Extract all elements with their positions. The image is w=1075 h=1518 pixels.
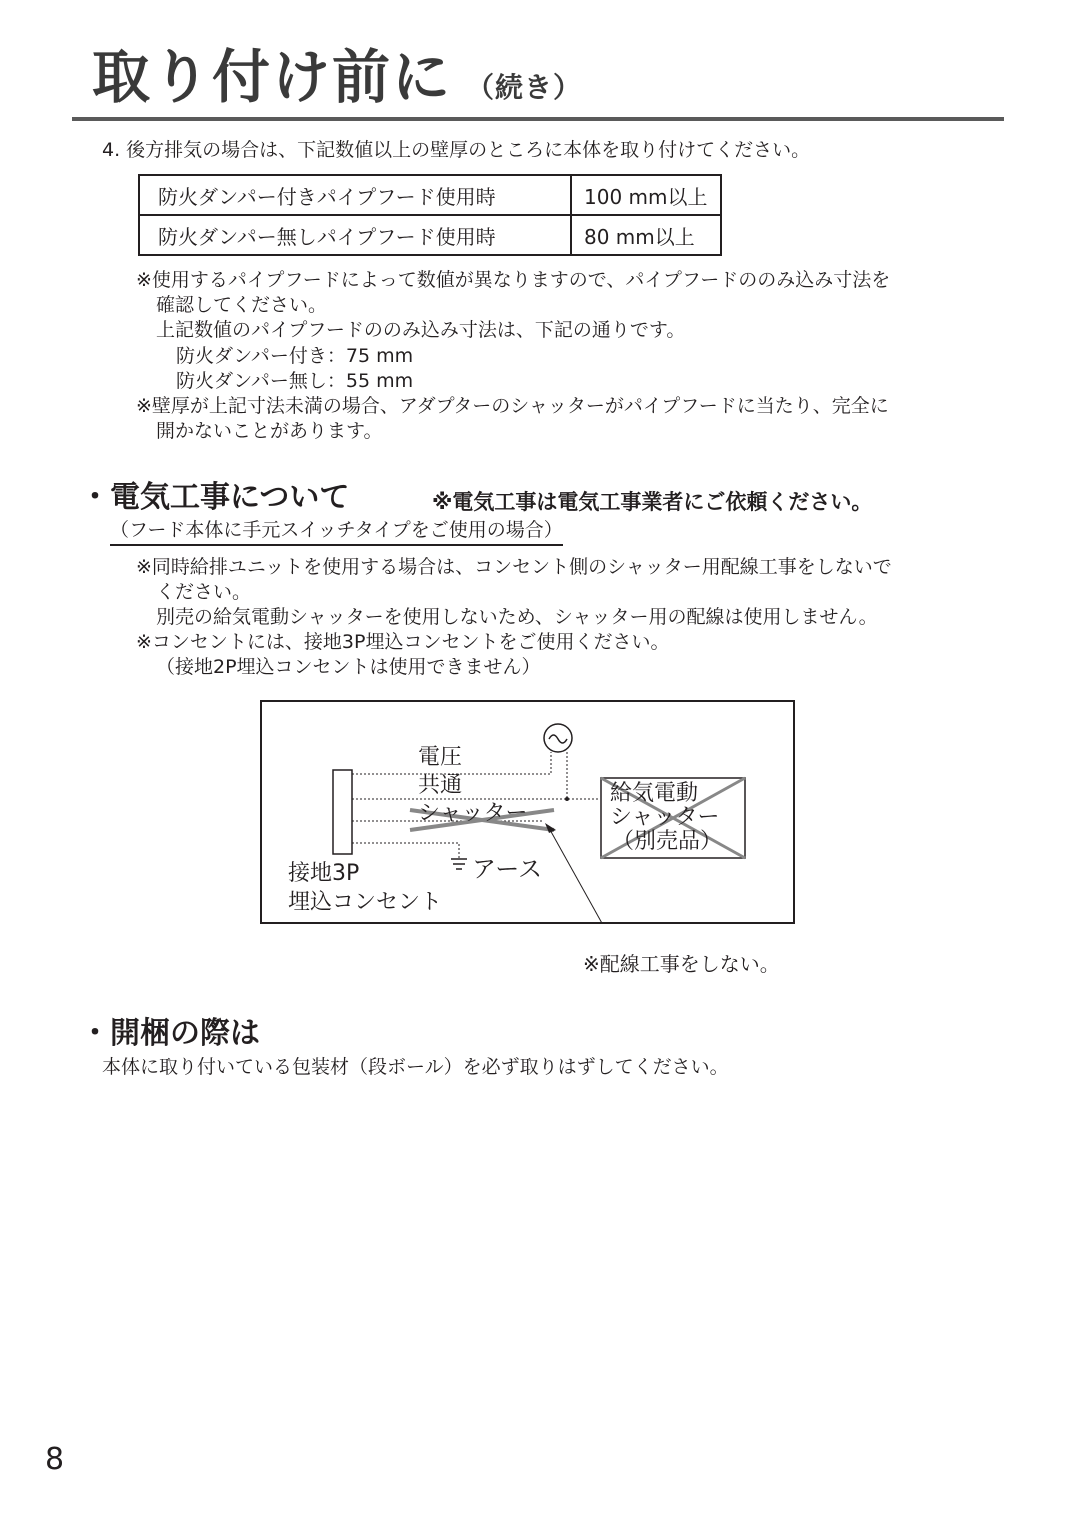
table-cell-label: 防火ダンパー付きパイプフード使用時: [139, 175, 571, 215]
title-rule: [72, 117, 1004, 121]
outlet-label-line1: 接地3P: [288, 861, 360, 886]
table-cell-label: 防火ダンパー無しパイプフード使用時: [139, 215, 571, 255]
note-line: ※壁厚が上記寸法未満の場合、アダプターのシャッターがパイプフードに当たり、完全に: [136, 395, 889, 417]
outlet-bar: [333, 770, 352, 854]
earth-wire: [352, 843, 459, 858]
box-label-line3: （別売品）: [612, 829, 723, 854]
table-row: [139, 175, 721, 215]
page-number: 8: [45, 1442, 65, 1477]
note-line: 確認してください。: [156, 294, 328, 316]
note-line: ※コンセントには、接地3P埋込コンセントをご使用ください。: [136, 631, 670, 653]
earth-label: アース: [472, 855, 543, 883]
title-sub: （続き）: [466, 71, 583, 104]
voltage-label: 電圧: [418, 745, 463, 770]
title-main: 取り付け前に: [92, 43, 453, 111]
shutter-label: シャッター: [418, 801, 528, 826]
note-line: ※同時給排ユニットを使用する場合は、コンセント側のシャッター用配線工事をしないで: [136, 556, 892, 578]
table-cell-value: 100 mm以上: [571, 175, 721, 215]
box-label-line1: 給気電動: [610, 781, 699, 806]
note-line: 別売の給気電動シャッターを使用しないため、シャッター用の配線は使用しません。: [156, 606, 878, 628]
note-line: 防火ダンパー付き：75 mm: [176, 345, 414, 367]
note-line: （接地2P埋込コンセントは使用できません）: [156, 656, 541, 678]
page-title: [92, 42, 582, 123]
note-line: ください。: [156, 581, 252, 603]
note-line: 防火ダンパー無し：55 mm: [176, 370, 414, 392]
wiring-diagram: [260, 700, 795, 924]
unpacking-heading: ・開梱の際は: [80, 1016, 260, 1051]
outlet-label-line2: 埋込コンセント: [288, 890, 443, 915]
note-line: ※使用するパイプフードによって数値が異なりますので、パイプフードののみ込み寸法を: [136, 269, 891, 291]
unpacking-text: 本体に取り付いている包装材（段ボール）を必ず取りはずしてください。: [102, 1056, 729, 1078]
note-line: 開かないことがあります。: [156, 420, 383, 442]
step4-text: 4. 後方排気の場合は、下記数値以上の壁厚のところに本体を取り付けてください。: [102, 139, 811, 161]
diagram-caption: ※配線工事をしない。: [583, 952, 780, 976]
box-label-line2: シャッター: [610, 805, 720, 830]
common-label: 共通: [418, 773, 463, 798]
electrical-note: ※電気工事は電気工事業者にご依頼ください。: [432, 490, 873, 514]
note-line: 上記数値のパイプフードののみ込み寸法は、下記の通りです。: [156, 319, 686, 341]
leader-line: [549, 828, 618, 922]
electrical-subheading: （フード本体に手元スイッチタイプをご使用の場合）: [110, 517, 563, 546]
electrical-heading: ・電気工事について: [80, 480, 350, 515]
table-cell-value: 80 mm以上: [571, 215, 721, 255]
wall-thickness-table: [138, 174, 722, 256]
junction-dot: [565, 797, 569, 801]
table-row: [139, 215, 721, 255]
